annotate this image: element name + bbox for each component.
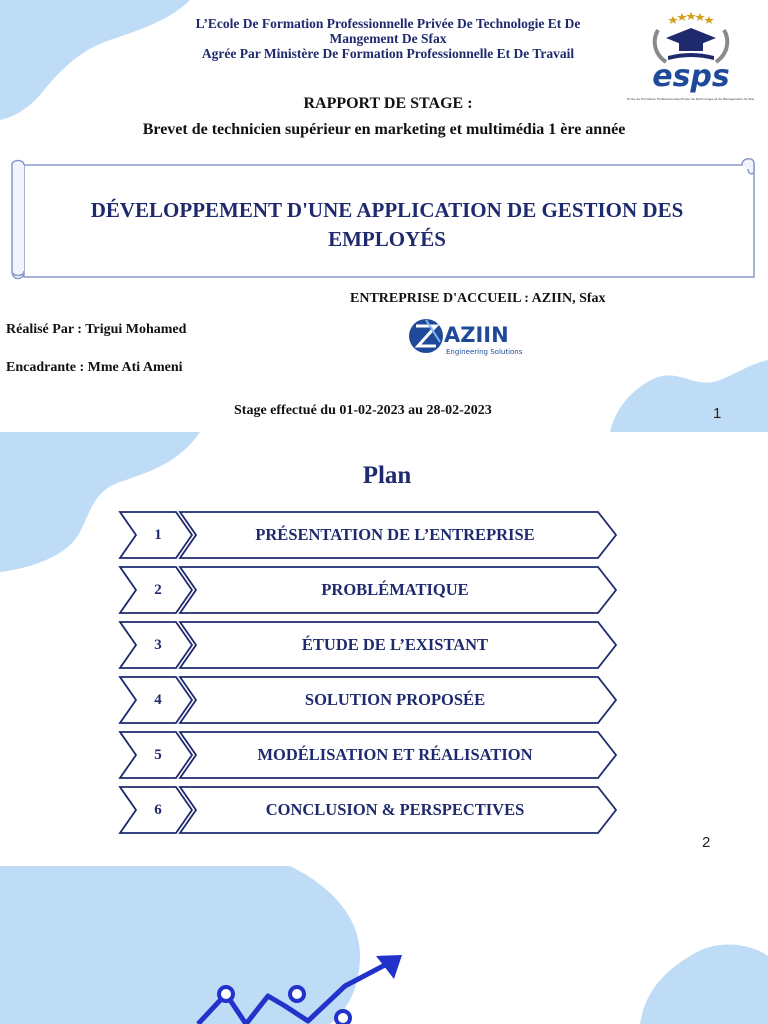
- esps-logo: [624, 8, 754, 108]
- page-number: 2: [702, 834, 711, 851]
- plan-item-3: [118, 620, 618, 670]
- growth-arrow-icon: [190, 951, 410, 1024]
- school-header: [150, 16, 626, 61]
- plan-item-label: MODÉLISATION ET RÉALISATION: [257, 745, 533, 764]
- report-title-line-2: EMPLOYÉS: [328, 227, 446, 251]
- plan-item-6: [118, 785, 618, 835]
- aziin-logo-tagline: Engineering Solutions: [446, 348, 523, 356]
- host-company: ENTREPRISE D'ACCUEIL : AZIIN, Sfax: [350, 291, 606, 306]
- degree-line: Brevet de technicien supérieur en marketing et multimédia 1 ère année: [142, 121, 626, 138]
- report-title-line-1: DÉVELOPPEMENT D'UNE APPLICATION DE GESTION DES: [90, 198, 684, 222]
- plan-item-label: PROBLÉMATIQUE: [321, 580, 469, 599]
- plan-item-label: CONCLUSION & PERSPECTIVES: [265, 800, 525, 819]
- plan-item-5: [118, 730, 618, 780]
- plan-item-label: PRÉSENTATION DE L’ENTREPRISE: [255, 525, 535, 544]
- plan-item-number: 4: [154, 692, 162, 708]
- plan-item-2: [118, 565, 618, 615]
- report-type: RAPPORT DE STAGE :: [303, 95, 473, 112]
- plan-title: Plan: [362, 462, 412, 489]
- plan-item-number: 6: [154, 802, 162, 818]
- third-slide-partial: [0, 866, 768, 1024]
- internship-period: Stage effectué du 01-02-2023 au 28-02-2023: [234, 403, 492, 418]
- plan-item-number: 2: [154, 582, 162, 598]
- school-line-3: Agrée Par Ministère De Formation Professionnelle Et De Travail: [201, 46, 575, 61]
- supervisor: Encadrante : Mme Ati Ameni: [6, 360, 183, 375]
- author: Réalisé Par : Trigui Mohamed: [6, 322, 187, 337]
- plan-item-1: [118, 510, 618, 560]
- plan-item-4: [118, 675, 618, 725]
- plan-slide: [0, 432, 768, 866]
- esps-logo-caption: Ecole de Formation Professionnelle Privée de Technologie et de Management de Sfax: [627, 97, 754, 101]
- page-number: 1: [713, 405, 722, 422]
- school-line-1: L’Ecole De Formation Professionnelle Privée De Technologie Et De: [195, 16, 581, 31]
- plan-item-label: ÉTUDE DE L’EXISTANT: [301, 635, 489, 654]
- aziin-logo-name: AZIIN: [444, 323, 509, 347]
- plan-item-number: 5: [154, 747, 162, 763]
- aziin-logo: [406, 312, 524, 360]
- plan-item-number: 3: [154, 637, 162, 653]
- decorative-blob-bottom-right: [600, 360, 768, 432]
- plan-item-number: 1: [154, 527, 162, 543]
- school-line-2: Mangement De Sfax: [329, 31, 447, 46]
- cover-slide: [0, 0, 768, 432]
- report-title: [30, 196, 744, 254]
- plan-item-label: SOLUTION PROPOSÉE: [304, 690, 486, 709]
- esps-logo-text: esps: [652, 59, 730, 94]
